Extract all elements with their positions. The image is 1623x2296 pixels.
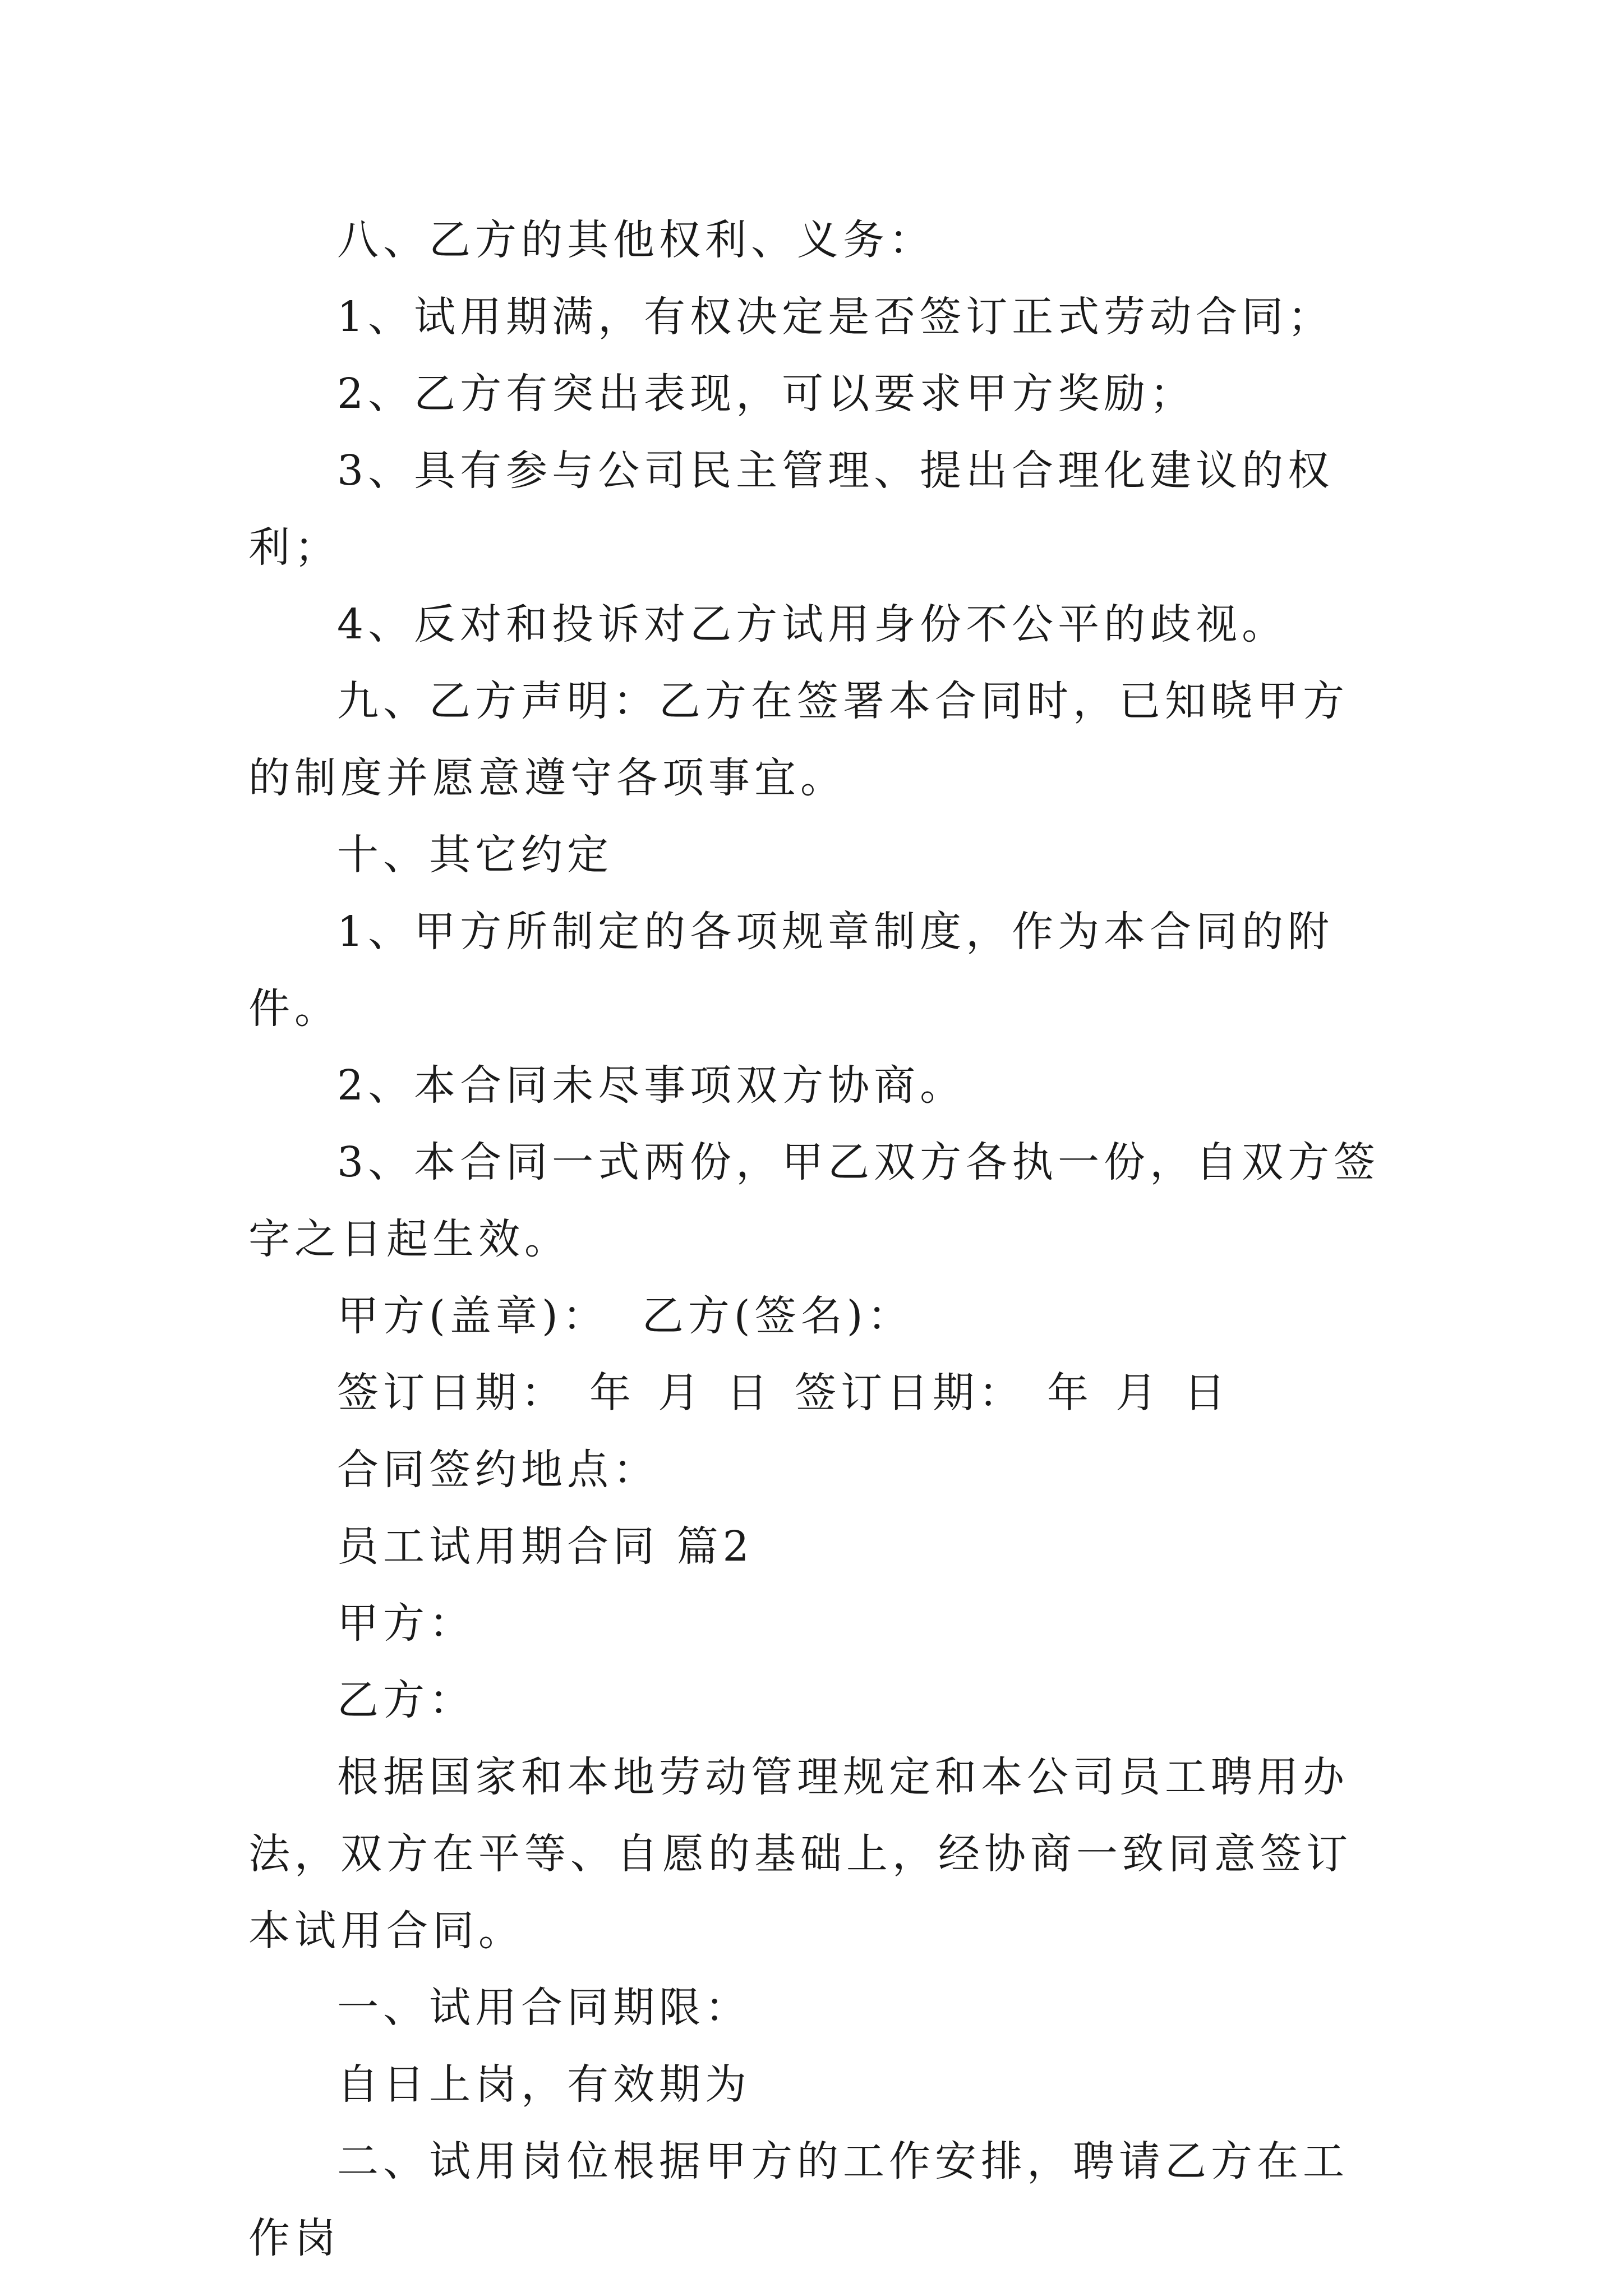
- section-2-party-a: 甲方：: [337, 1599, 475, 1648]
- document-body: [248, 202, 1393, 2277]
- paragraph-other-heading: 十、其它约定: [337, 831, 613, 879]
- section-2-title: 员工试用期合同 篇2: [337, 1522, 754, 1571]
- section-2-item-2: 二、试用岗位根据甲方的工作安排，聘请乙方在工作岗: [248, 2137, 1349, 2262]
- day-b: 日: [1184, 1369, 1230, 1417]
- party-b-sign-label: 乙方(签名)：: [642, 1292, 914, 1340]
- signing-place: 合同签约地点：: [337, 1446, 659, 1494]
- date-label-b: 签订日期：: [795, 1369, 1025, 1417]
- section-2-item-1: 一、试用合同期限：: [337, 1984, 751, 2032]
- day-a: 日: [726, 1369, 772, 1417]
- signature-line: [248, 1278, 1393, 1355]
- paragraph-other-1: 1、甲方所制定的各项规章制度，作为本合同的附件。: [248, 908, 1334, 1033]
- month-b: 月: [1115, 1369, 1161, 1417]
- party-a-seal-label: 甲方(盖章)：: [337, 1292, 608, 1340]
- section-2-item-1-detail: 自日上岗，有效期为: [337, 2060, 751, 2109]
- month-a: 月: [658, 1369, 704, 1417]
- paragraph-rights-heading: 八、乙方的其他权利、义务：: [337, 216, 935, 264]
- paragraph-other-3: 3、本合同一式两份，甲乙双方各执一份，自双方签字之日起生效。: [248, 1138, 1380, 1263]
- year-b: 年: [1047, 1369, 1093, 1417]
- date-label-a: 签订日期：: [337, 1369, 567, 1417]
- date-line: [248, 1355, 1393, 1432]
- paragraph-rights-3: 3、具有参与公司民主管理、提出合理化建议的权利；: [248, 447, 1334, 572]
- paragraph-other-2: 2、本合同未尽事项双方协商。: [337, 1061, 966, 1110]
- year-a: 年: [589, 1369, 635, 1417]
- paragraph-rights-4: 4、反对和投诉对乙方试用身份不公平的歧视。: [337, 600, 1288, 648]
- section-2-intro: 根据国家和本地劳动管理规定和本公司员工聘用办法，双方在平等、自愿的基础上，经协商一致同意签订本试用合同。: [248, 1753, 1352, 1955]
- paragraph-rights-2: 2、乙方有突出表现，可以要求甲方奖励；: [337, 370, 1196, 418]
- paragraph-declaration: 九、乙方声明：乙方在签署本合同时，已知晓甲方的制度并愿意遵守各项事宜。: [248, 677, 1349, 802]
- section-2-party-b: 乙方：: [337, 1676, 475, 1724]
- paragraph-rights-1: 1、试用期满，有权决定是否签订正式劳动合同；: [337, 293, 1334, 341]
